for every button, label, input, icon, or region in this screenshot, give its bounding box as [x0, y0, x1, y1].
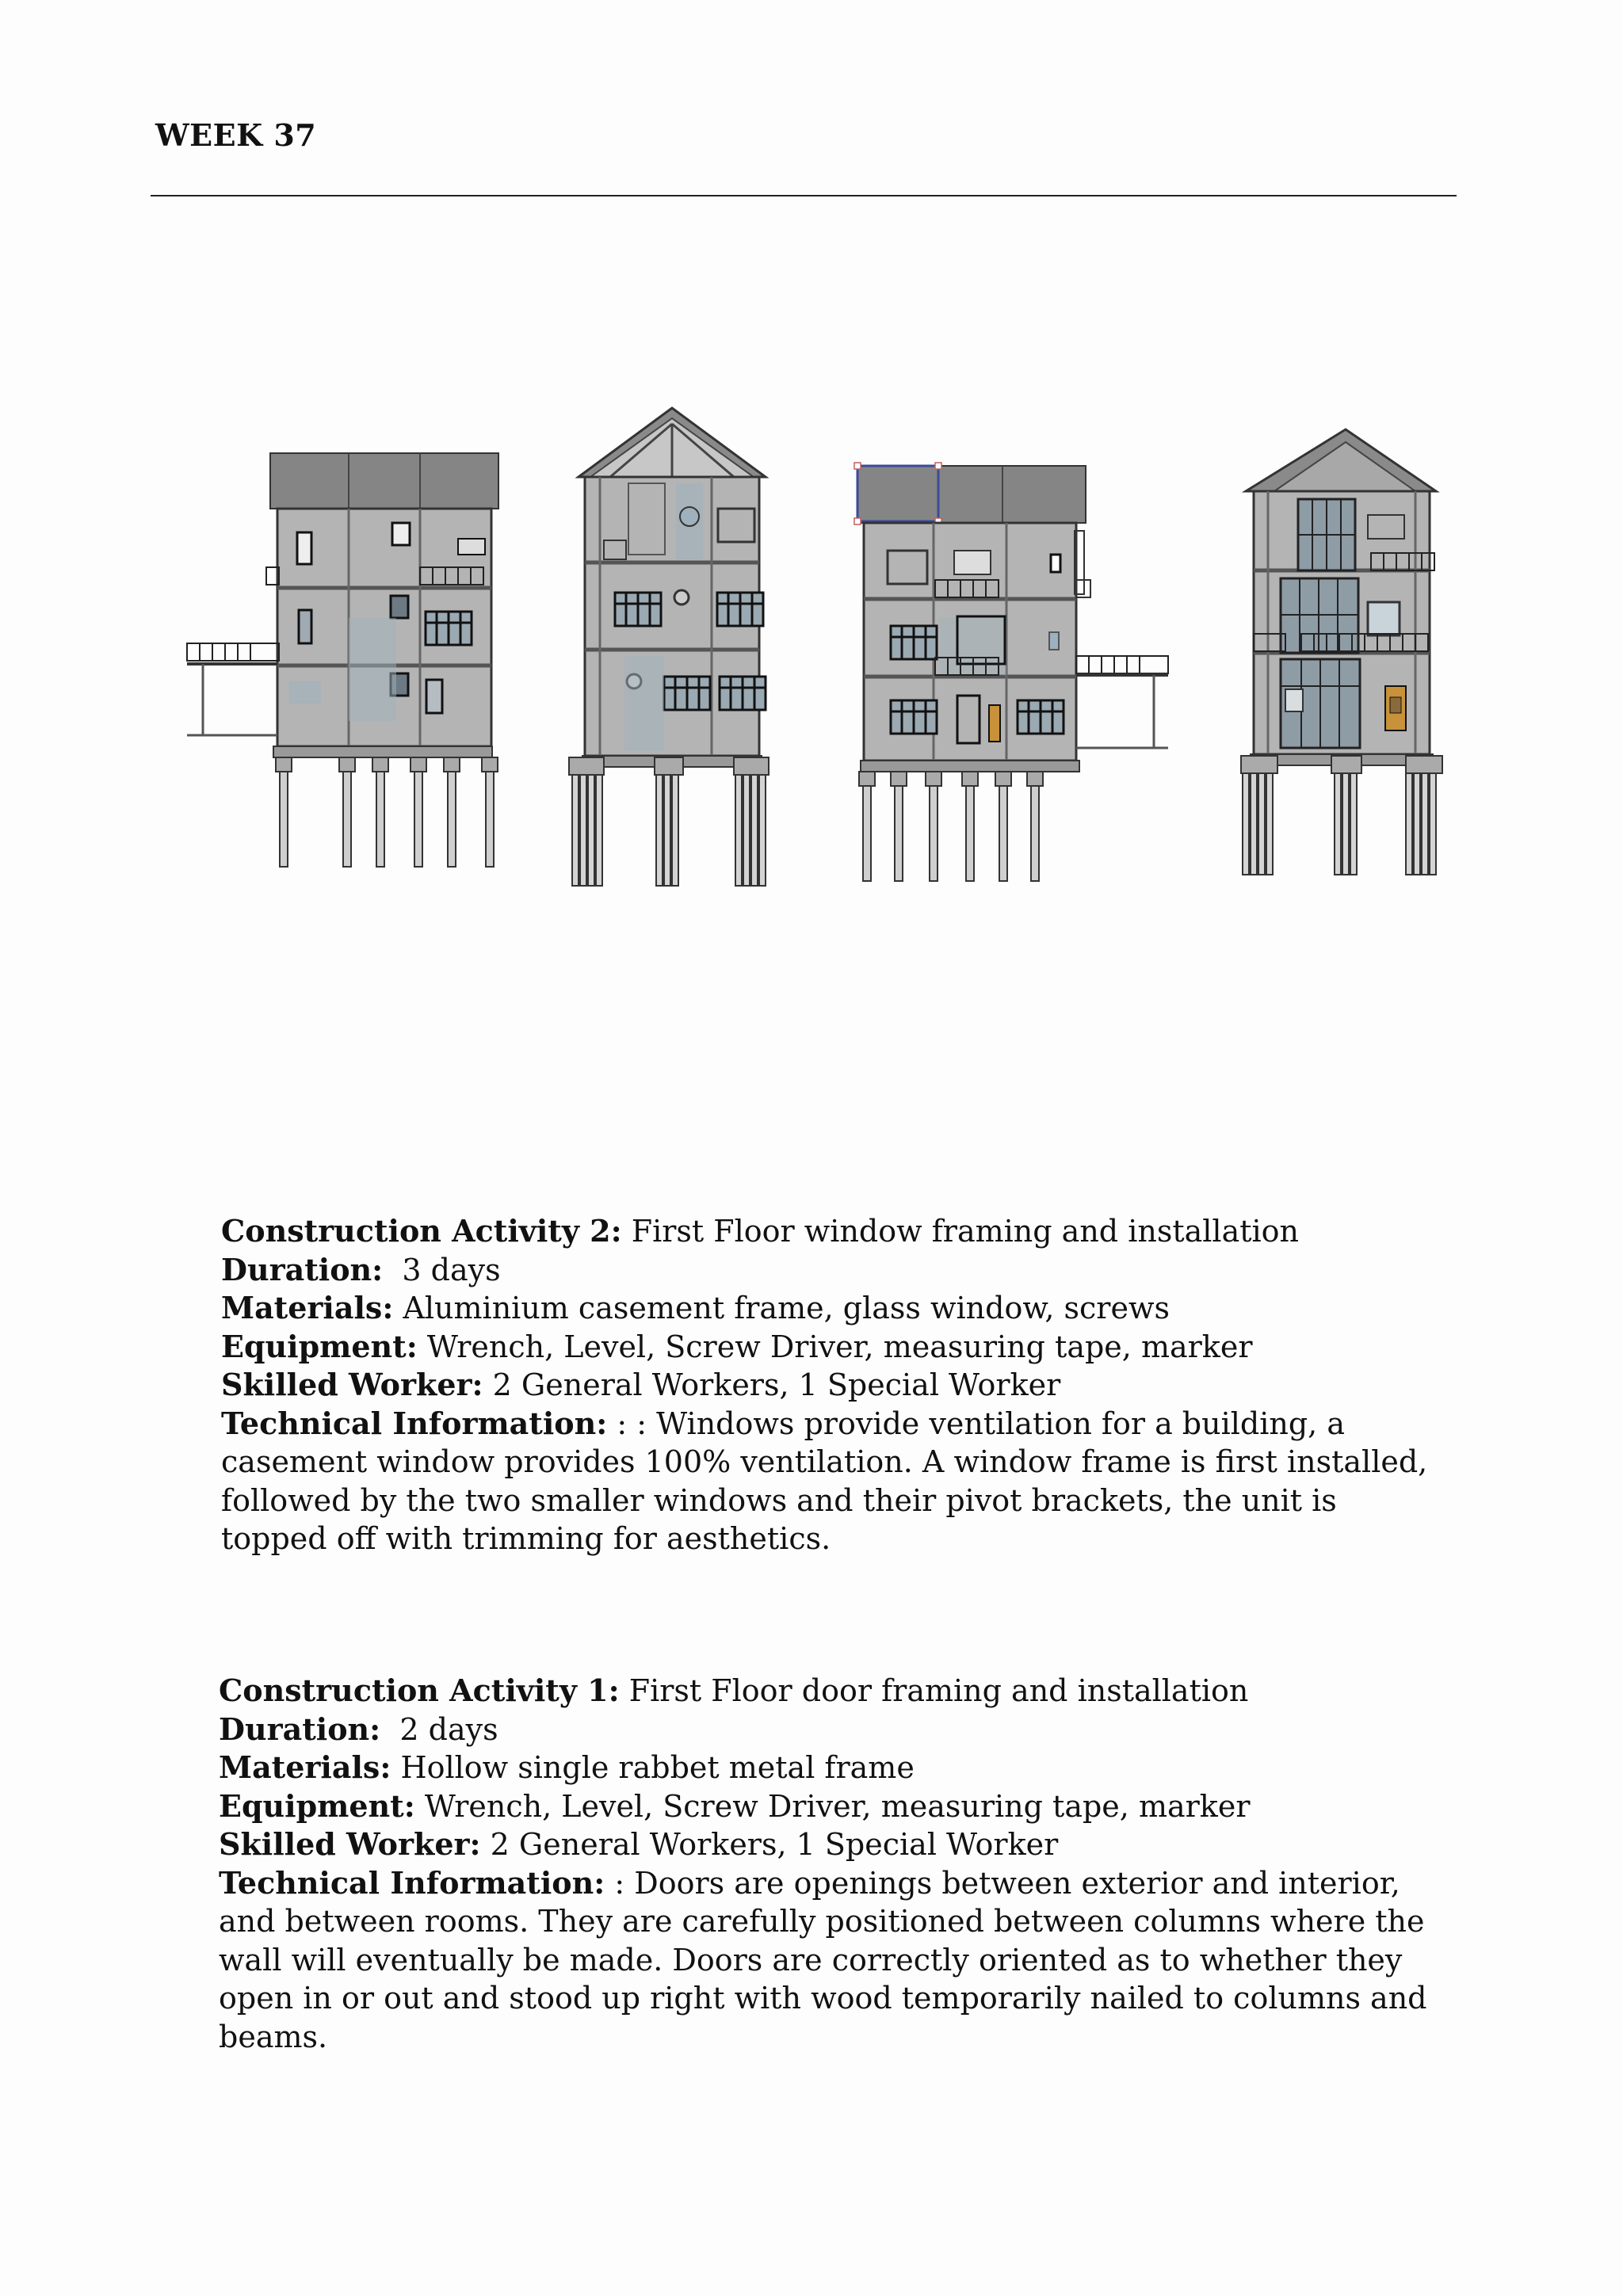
- skilled-worker-label: Skilled Worker:: [219, 1826, 481, 1862]
- materials-label: Materials:: [219, 1749, 391, 1785]
- construction-activity-2: [0, 1212, 1623, 1558]
- materials-label: Materials:: [221, 1290, 394, 1325]
- technical-information-row: [0, 1405, 1623, 1558]
- header-divider: [151, 195, 1457, 196]
- elevation-2: [569, 408, 769, 886]
- skilled-worker-value: 2 General Workers, 1 Special Worker: [492, 1367, 1061, 1402]
- duration-value: 2 days: [399, 1711, 498, 1747]
- equipment-value: Wrench, Level, Screw Driver, measuring tape, marker: [426, 1329, 1253, 1364]
- equipment-row: [0, 1328, 1623, 1367]
- activity-heading-label: Construction Activity 1:: [219, 1672, 620, 1708]
- skilled-worker-row: [0, 1366, 1623, 1405]
- duration-row: [0, 1251, 1623, 1290]
- technical-information-value: : Doors are openings between exterior and interior, and between rooms. They are carefully positioned between columns where the wall will eventually be made. Doors are correctly oriented as to whether they open in or out and stood up right with wood temporarily nailed to columns and beams.: [219, 1865, 1427, 2054]
- materials-row: [0, 1749, 1623, 1787]
- activity-heading-value: First Floor door framing and installation: [628, 1673, 1249, 1708]
- activity-heading-label: Construction Activity 2:: [221, 1213, 622, 1249]
- building-elevations-figure: [0, 380, 1623, 951]
- equipment-label: Equipment:: [221, 1328, 418, 1364]
- materials-value: Hollow single rabbet metal frame: [400, 1750, 915, 1785]
- skilled-worker-label: Skilled Worker:: [221, 1367, 483, 1402]
- technical-information-label: Technical Information:: [219, 1864, 605, 1901]
- skilled-worker-row: [0, 1825, 1623, 1864]
- construction-activity-1: [0, 1672, 1623, 2056]
- duration-label: Duration:: [221, 1251, 384, 1287]
- duration-label: Duration:: [219, 1711, 381, 1747]
- duration-row: [0, 1711, 1623, 1749]
- activity-heading: [0, 1212, 1623, 1251]
- activity-heading: [0, 1672, 1623, 1711]
- activity-heading-value: First Floor window framing and installation: [631, 1214, 1299, 1249]
- elevation-3: [854, 463, 1168, 881]
- technical-information-row: [0, 1864, 1623, 2057]
- equipment-row: [0, 1787, 1623, 1826]
- elevation-1: [187, 453, 498, 867]
- equipment-label: Equipment:: [219, 1787, 415, 1824]
- technical-information-label: Technical Information:: [221, 1405, 608, 1441]
- technical-information-value: : : Windows provide ventilation for a building, a casement window provides 100% ventilation. A window frame is first installed, followed by the two smaller windows and their pivot brackets, the unit is topped off with trimming for aesthetics.: [221, 1405, 1428, 1556]
- materials-value: Aluminium casement frame, glass window, screws: [403, 1291, 1170, 1325]
- materials-row: [0, 1289, 1623, 1328]
- duration-value: 3 days: [402, 1252, 501, 1287]
- elevation-4: [1241, 429, 1442, 875]
- page-title: WEEK 37: [155, 117, 317, 153]
- skilled-worker-value: 2 General Workers, 1 Special Worker: [490, 1827, 1059, 1862]
- equipment-value: Wrench, Level, Screw Driver, measuring tape, marker: [424, 1788, 1251, 1824]
